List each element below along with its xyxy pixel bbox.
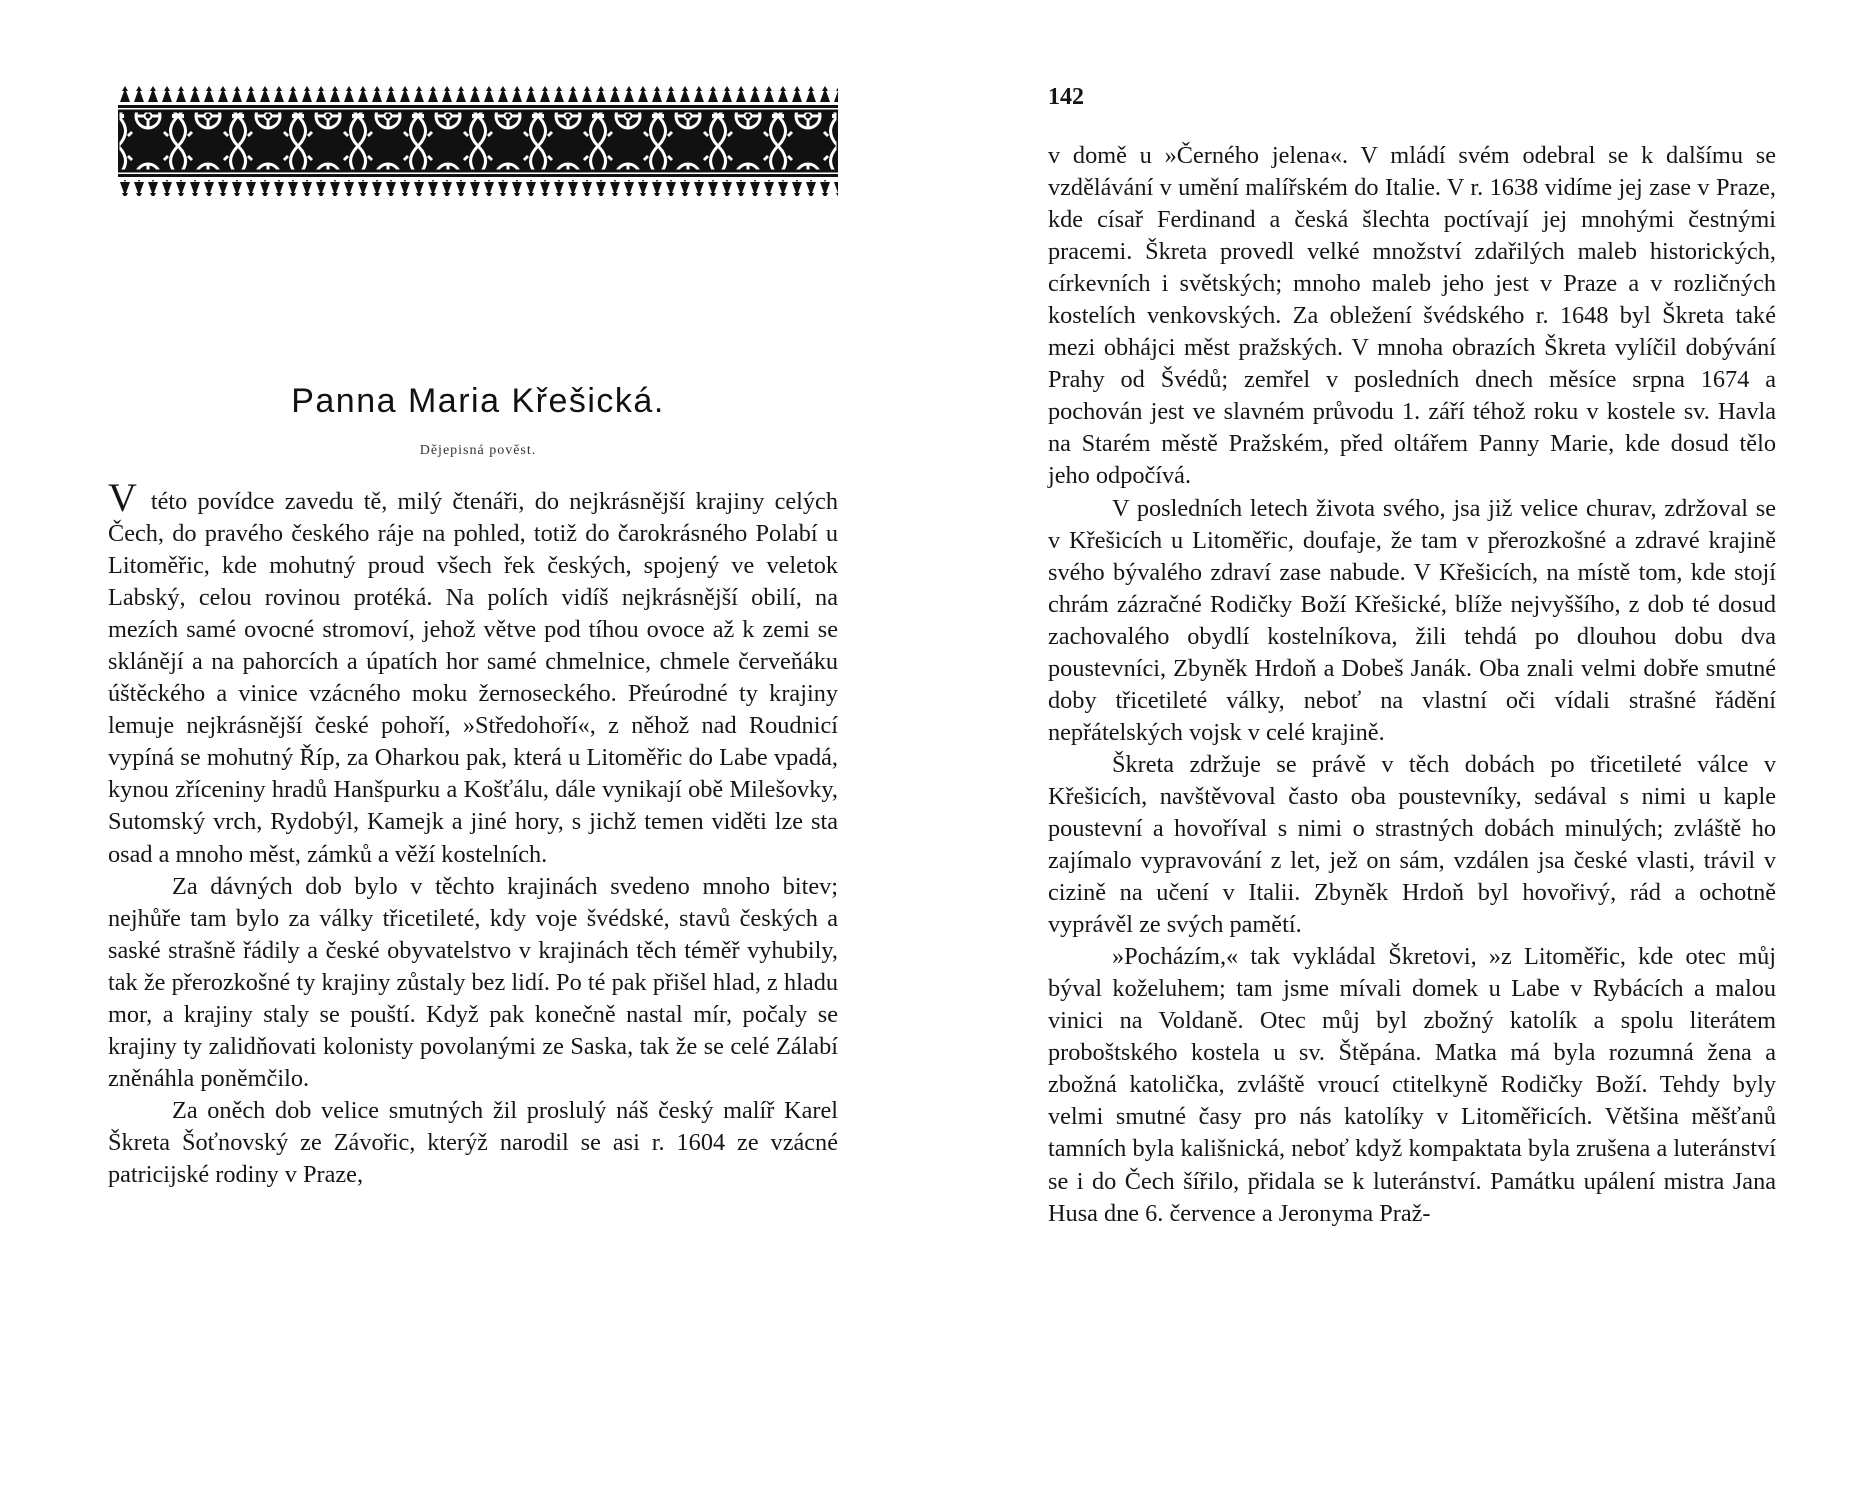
paragraph-7: »Pocházím,« tak vykládal Škretovi, »z Litoměřic, kde otec můj býval koželuhem; tam jsme mívali domek u Labe v Rybácích a malou vinici na Voldaně. Otec můj byl zbožný katolík a spolu literátem proboštského kostela u sv. Štěpána. Matka má byla rozumná žena a zbožná katolička, zvláště vroucí ctitelkyně Rodičky Boží. Tehdy byly velmi smutné časy pro nás katolíky v Litoměřicích. Většina měšťanů tamních byla kališnická, neboť když kompaktata byla zrušena a luteránství se i do Čech šířilo, přidala se k luteránství. Památku upálení mistra Jana Husa dne 6. července a Jeronyma Praž-	[1048, 943, 1776, 1227]
paragraph-1	[108, 475, 838, 871]
paragraph-1-text: této povídce zavedu tě, milý čtenáři, do nejkrásnější krajiny celých Čech, do pravého českého ráje na pohled, totiž do čarokrásného Polabí u Litoměřic, kde mohutný proud všech řek českých, spojený ve veletok Labský, celou rovinou protéká. Na polích vidíš nejkrásnější obilí, na mezích samé ovocné stromoví, jehož větve pod tíhou ovoce až k zemi se sklánějí a na pahorcích a úpatích hor samé chmelnice, chmele červeňáku úštěckého a vinice vzácného moku žernoseckého. Přeúrodné ty krajiny lemuje nejkrásnější české pohoří, »Středohoří«, z něhož nad Roudnicí vypíná se mohutný Říp, za Oharkou pak, která u Litoměřic do Labe vpadá, kynou zříceniny hradů Hanšpurku a Košťálu, dále vynikají obě Milešovky, Sutomský vrch, Rydobýl, Kamejk a jiné hory, s jichž temen viděti lze sta osad a mnoho měst, zámků a věží kostelních.	[108, 488, 838, 868]
paragraph-4: v domě u »Černého jelena«. V mládí svém odebral se k dalšímu se vzdělávání v umění malířském do Italie. V r. 1638 vidíme jej zase v Praze, kde císař Ferdinand a česká šlechta poctívají jej mnohými čestnými pracemi. Škreta provedl velké množství zdařilých maleb historických, církevních i světských; mnoho maleb jeho jest v Praze a v rozličných kostelích venkovských. Za obležení švédského r. 1648 byl Škreta také mezi obhájci měst pražských. V mnoha obrazích Škreta vylíčil dobývání Prahy od Švédů; zemřel v posledních dnech měsíce srpna 1674 a pochován jest ve slavném průvodu 1. září téhož roku v kostele sv. Havla na Starém městě Pražském, před oltářem Panny Marie, kde dosud tělo jeho odpočívá.	[1048, 142, 1776, 490]
paragraph-3: Za oněch dob velice smutných žil proslulý náš český malíř Karel Škreta Šoťnovský ze Závořic, kterýž narodil se asi r. 1604 ze vzácné patricijské rodiny v Praze,	[108, 1096, 838, 1188]
drop-cap: V	[108, 475, 137, 520]
page-number: 142	[1048, 84, 1084, 110]
right-text-column	[1048, 140, 1776, 1230]
ornamental-header-band	[118, 86, 838, 198]
paragraph-5: V posledních letech života svého, jsa již velice churav, zdržoval se v Křešicích u Litoměřic, doufaje, že tam v přerozkošné a zdravé krajině svého bývalého zdraví zase nabude. V Křešicích, na místě tom, kde stojí chrám zázračné Rodičky Boží Křešické, blíže nejvyššího, z dob té dosud zachovalého obydlí kostelníkova, žili tehdá po dlouhou dobu dva poustevníci, Zbyněk Hrdoň a Dobeš Janák. Oba znali velmi dobře smutné doby třicetileté války, neboť na vlastní oči vídali strašné řádění nepřátelských vojsk v celé krajině.	[1048, 494, 1776, 746]
paragraph-6: Škreta zdržuje se právě v těch dobách po třicetileté válce v Křešicích, navštěvoval často oba poustevníky, sedával s nimi u kaple poustevní a hovoříval s nimi o strastných dobách minulých; zvláště ho zajímalo vypravování z let, jež on sám, vzdálen jsa české vlasti, trávil v cizině na učení v Italii. Zbyněk Hrdoň byl hovořivý, rád a ochotně vyprávěl ze svých pamětí.	[1048, 750, 1776, 939]
story-title: Panna Maria Křešická.	[291, 382, 665, 420]
left-text-column	[108, 475, 838, 1191]
paragraph-2: Za dávných dob bylo v těchto krajinách svedeno mnoho bitev; nejhůře tam bylo za války třicetileté, kdy voje švédské, stavů českých a saské strašně řádily a české obyvatelstvo v krajinách těch téměř vyhubily, tak že přerozkošné ty krajiny zůstaly bez lidí. Po té pak přišel hlad, z hladu mor, a krajiny staly se pouští. Když pak konečně nastal mír, počaly se krajiny ty zalidňovati kolonisty povolanými ze Saska, tak že se celé Zálabí zněnáhla poněmčilo.	[108, 872, 838, 1092]
story-subtitle: Dějepisná pověst.	[419, 443, 537, 458]
right-page	[933, 0, 1866, 1501]
